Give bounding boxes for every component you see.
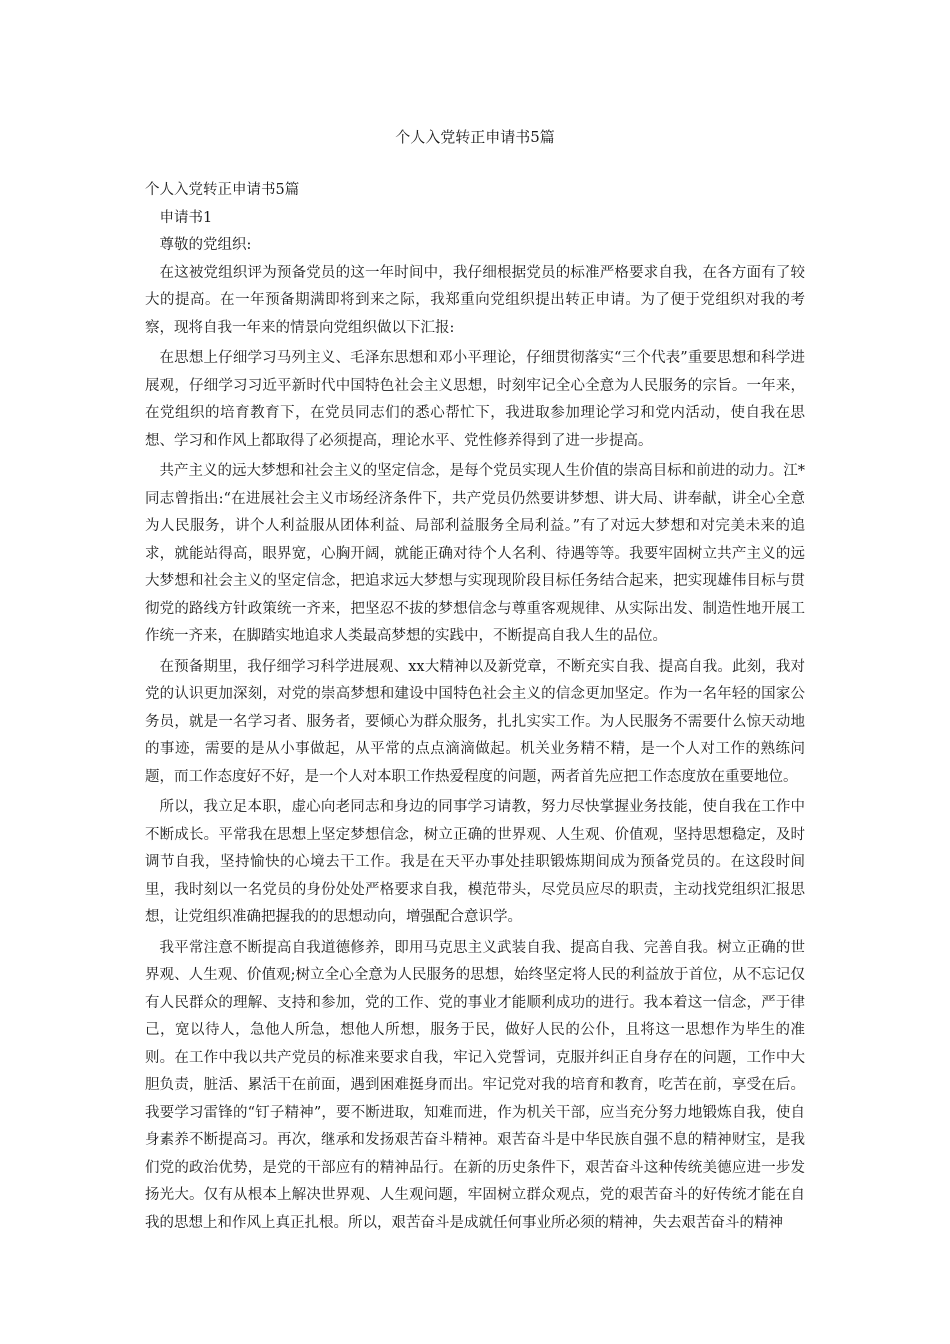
- body-paragraph: 在这被党组织评为预备党员的这一年时间中，我仔细根据党员的标准严格要求自我，在各方面有了较大的提高。在一年预备期满即将到来之际，我郑重向党组织提出转正申请。为了便于党组织对我的考察，现将自我一年来的情景向党组织做以下汇报:: [145, 264, 805, 336]
- body-paragraph: 我平常注意不断提高自我道德修养，即用马克思主义武装自我、提高自我、完善自我。树立正确的世界观、人生观、价值观;树立全心全意为人民服务的思想，始终坚定将人民的利益放于首位，从不忘记仅有人民群众的理解、支持和参加，党的工作、党的事业才能顺利成功的进行。我本着这一信念，严于律己，宽以待人，急他人所急，想他人所想，服务于民，做好人民的公仆，且将这一思想作为毕生的准则。在工作中我以共产党员的标准来要求自我，牢记入党誓词，克服并纠正自身存在的问题，工作中大胆负责，脏活、累活干在前面，遇到困难挺身而出。牢记党对我的培育和教育，吃苦在前，享受在后。我要学习雷锋的“钉子精神”，要不断进取，知难而进，作为机关干部，应当充分努力地锻炼自我，使自身素养不断提高习。再次，继承和发扬艰苦奋斗精神。艰苦奋斗是中华民族自强不息的精神财宝，是我们党的政治优势，是党的干部应有的精神品行。在新的历史条件下，艰苦奋斗这种传统美德应进一步发扬光大。仅有从根本上解决世界观、人生观问题，牢固树立群众观点，党的艰苦奋斗的好传统才能在自我的思想上和作风上真正扎根。所以，艰苦奋斗是成就任何事业所必须的精神，失去艰苦奋斗的精神: [145, 939, 805, 1231]
- body-paragraph: 所以，我立足本职，虚心向老同志和身边的同事学习请教，努力尽快掌握业务技能，使自我在工作中不断成长。平常我在思想上坚定梦想信念，树立正确的世界观、人生观、价值观，坚持思想稳定，及时调节自我，坚持愉快的心境去干工作。我是在天平办事处挂职锻炼期间成为预备党员的。在这段时间里，我时刻以一名党员的身份处处严格要求自我，模范带头，尽党员应尽的职责，主动找党组织汇报思想，让党组织准确把握我的的思想动向，增强配合意识学。: [145, 799, 805, 925]
- body-paragraph: 在思想上仔细学习马列主义、毛泽东思想和邓小平理论，仔细贯彻落实“三个代表”重要思想和科学进展观，仔细学习习近平新时代中国特色社会主义思想，时刻牢记全心全意为人民服务的宗旨。一年来，在党组织的培育教育下，在党员同志们的悉心帮忙下，我进取参加理论学习和党内活动，使自我在思想、学习和作风上都取得了必须提高，理论水平、党性修养得到了进一步提高。: [145, 350, 805, 449]
- body-paragraph: 共产主义的远大梦想和社会主义的坚定信念，是每个党员实现人生价值的崇高目标和前进的动力。江*同志曾指出:“在进展社会主义市场经济条件下，共产党员仍然要讲梦想、讲大局、讲奉献，讲全心全意为人民服务，讲个人利益服从团体利益、局部利益服务全局利益。”有了对远大梦想和对完美未来的追求，就能站得高，眼界宽，心胸开阔，就能正确对待个人名利、待遇等等。我要牢固树立共产主义的远大梦想和社会主义的坚定信念，把追求远大梦想与实现现阶段目标任务结合起来，把实现雄伟目标与贯彻党的路线方针政策统一齐来，把坚忍不拔的梦想信念与尊重客观规律、从实际出发、制造性地开展工作统一齐来，在脚踏实地追求人类最高梦想的实践中，不断提高自我人生的品位。: [145, 463, 805, 644]
- document-body: [145, 177, 805, 1240]
- body-paragraph: 在预备期里，我仔细学习科学进展观、xx大精神以及新党章，不断充实自我、提高自我。此刻，我对党的认识更加深刻，对党的崇高梦想和建设中国特色社会主义的信念更加坚定。作为一名年轻的国家公务员，就是一名学习者、服务者，要倾心为群众服务，扎扎实实工作。为人民服务不需要什么惊天动地的事迹，需要的是从小事做起，从平常的点点滴滴做起。机关业务精不精，是一个人对工作的熟练问题，而工作态度好不好，是一个人对本职工作热爱程度的问题，两者首先应把工作态度放在重要地位。: [145, 658, 805, 785]
- section-label: 申请书1: [159, 209, 213, 226]
- document-title: 个人入党转正申请书5篇: [395, 128, 555, 146]
- salutation: 尊敬的党组织:: [159, 237, 252, 253]
- document-subtitle: 个人入党转正申请书5篇: [145, 182, 300, 198]
